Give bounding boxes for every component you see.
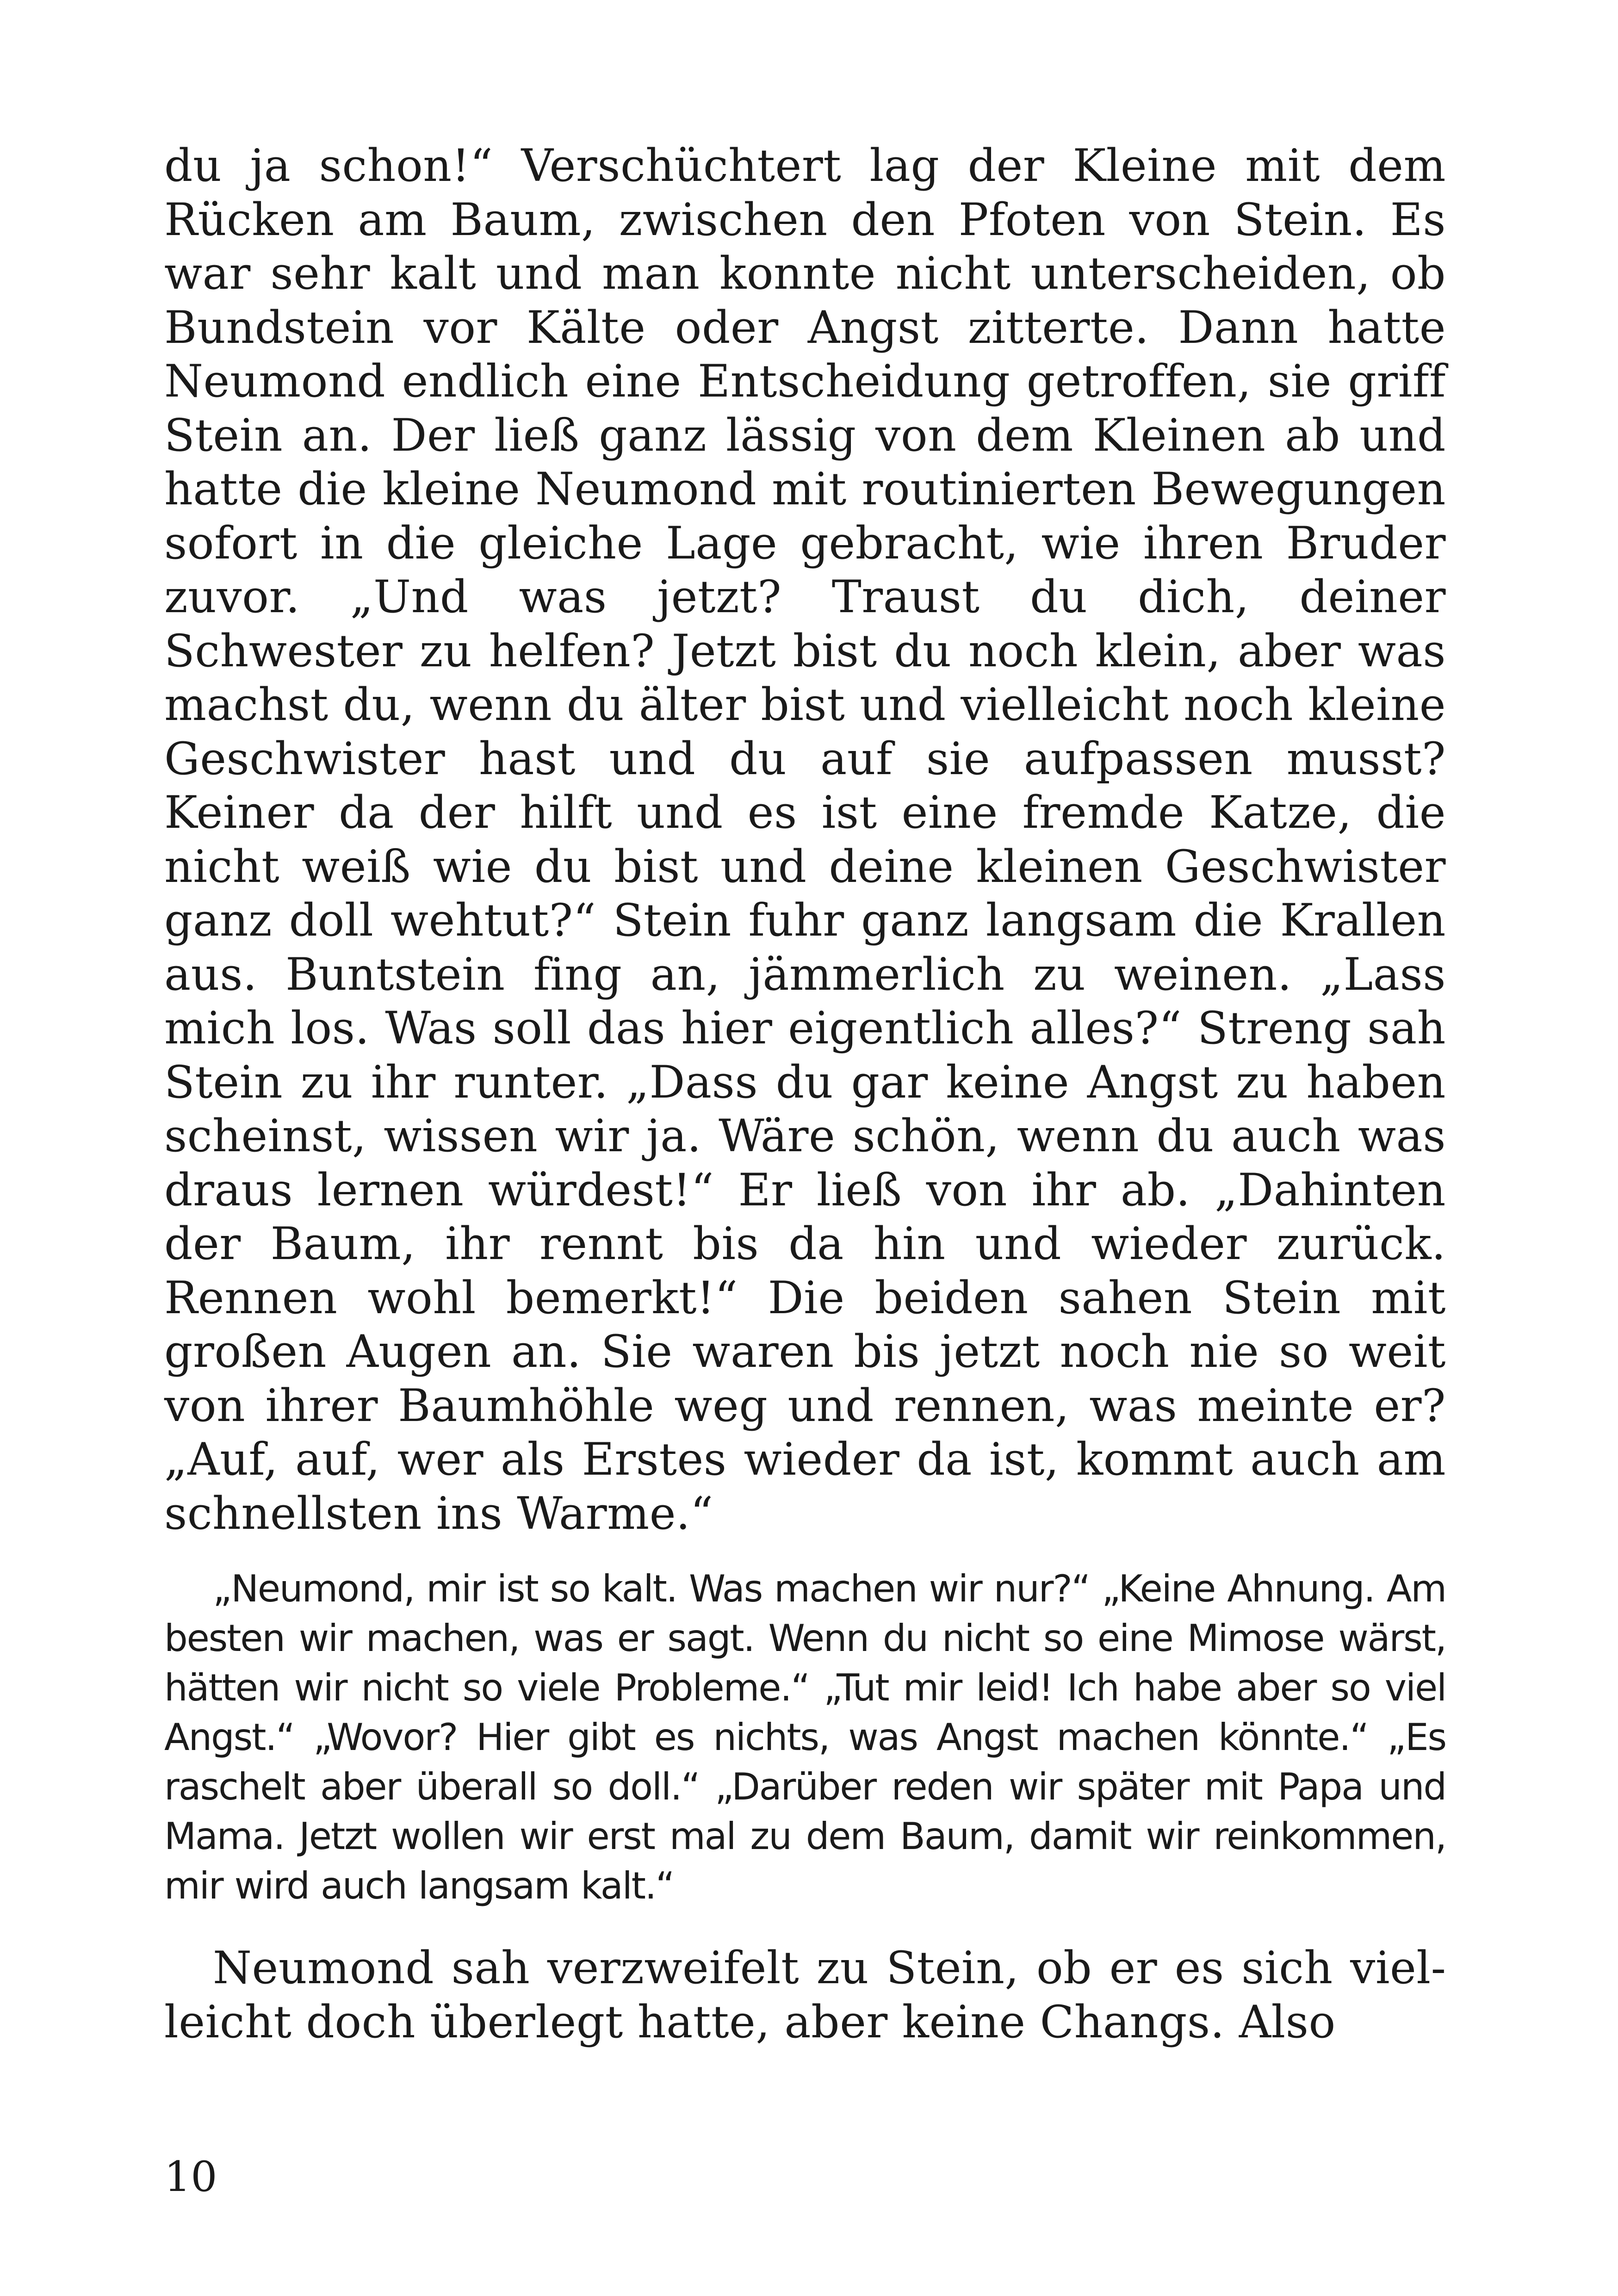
page-number: 10 — [164, 2153, 217, 2201]
paragraph-3: Neumond sah verzweifelt zu Stein, ob er es sich vielleicht doch überlegt hatte, aber keine Changs. Also — [164, 1942, 1446, 2048]
paragraph-1: du ja schon!“ Verschüchtert lag der Kleine mit dem Rücken am Baum, zwischen den Pfoten von Stein. Es war sehr kalt und man konnte nicht unterscheiden, ob Bundstein vor Kälte oder Angst zitterte. Dann hatte Neumond endlich eine Entscheidung getroffen, sie griff Stein an. Der ließ ganz lässig von dem Kleinen ab und hatte die kleine Neumond mit routinierten Bewegungen sofort in die gleiche Lage gebracht, wie ihren Bruder zuvor. „Und was jetzt? Traust du dich, deiner Schwester zu helfen? Jetzt bist du noch klein, aber was machst du, wenn du älter bist und vielleicht noch kleine Geschwister hast und du auf sie aufpassen musst? Keiner da der hilft und es ist eine fremde Katze, die nicht weiß wie du bist und deine kleinen Geschwister ganz doll wehtut?“ Stein fuhr ganz langsam die Krallen aus. Buntstein fing an, jämmerlich zu weinen. „Lass mich los. Was soll das hier eigentlich alles?“ Streng sah Stein zu ihr runter. „Dass du gar keine Angst zu haben scheinst, wissen wir ja. Wäre schön, wenn du auch was draus lernen würdest!“ Er ließ von ihr ab. „Dahinten der Baum, ihr rennt bis da hin und wieder zurück. Rennen wohl bemerkt!“ Die beiden sahen Stein mit großen Augen an. Sie waren bis jetzt noch nie so weit von ihrer Baumhöhle weg und rennen, was meinte er? „Auf, auf, wer als Erstes wieder da ist, kommt auch am schnellsten ins Warme.“ — [164, 140, 1446, 1539]
paragraph-2: „Neumond, mir ist so kalt. Was machen wir nur?“ „Keine Ahnung. Am besten wir machen, was er sagt. Wenn du nicht so eine Mimose wärst, hätten wir nicht so viele Probleme.“ „Tut mir leid! Ich habe aber so viel Angst.“ „Wovor? Hier gibt es nichts, was Angst machen könnte.“ „Es raschelt aber überall so doll.“ „Darüber reden wir später mit Papa und Mama. Jetzt wollen wir erst mal zu dem Baum, damit wir reinkommen, mir wird auch langsam kalt.“ — [164, 1567, 1446, 1907]
